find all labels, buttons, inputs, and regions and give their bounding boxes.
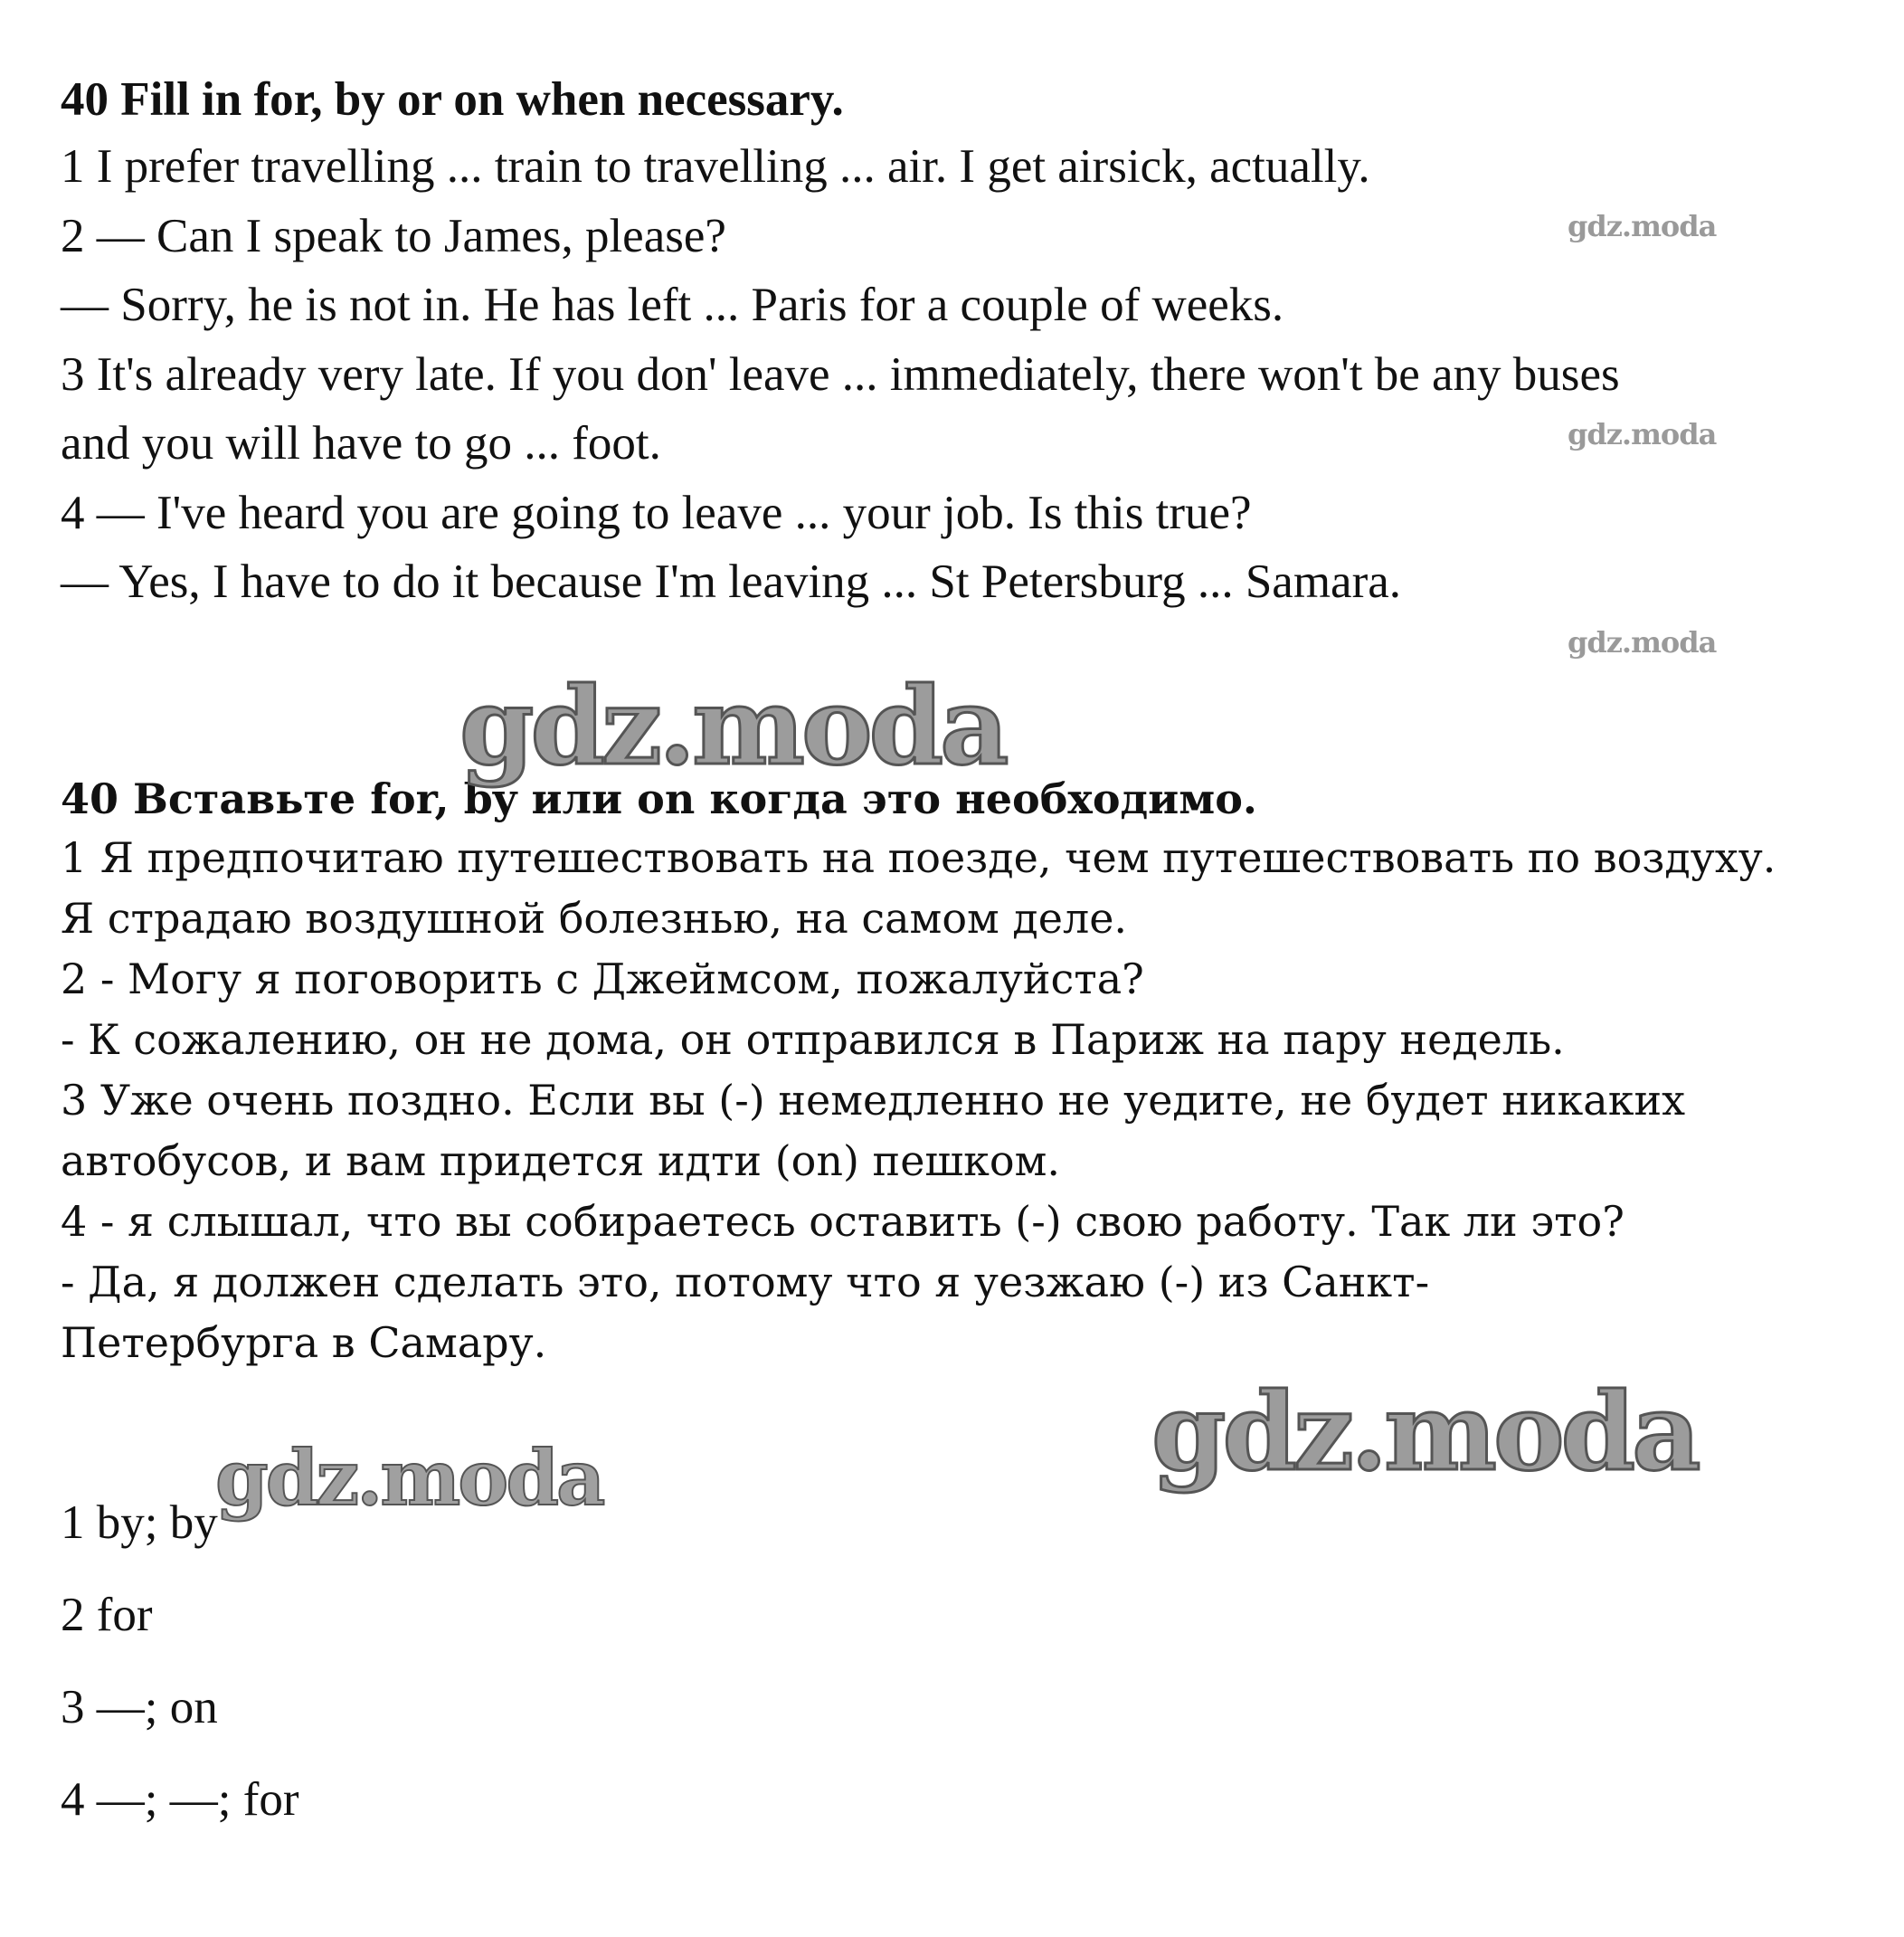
watermark: gdz.moda	[215, 1433, 603, 1523]
answer-line: 2 for	[61, 1589, 153, 1641]
exercise-line-ru: - Да, я должен сделать это, потому что я уезжаю (-) из Санкт-	[61, 1258, 1430, 1306]
exercise-line-ru: Я страдаю воздушной болезнью, на самом деле.	[61, 894, 1128, 943]
exercise-line-en: — Yes, I have to do it because I'm leaving ... St Petersburg ... Samara.	[61, 555, 1402, 608]
exercise-line-en: 2 — Can I speak to James, please?	[61, 210, 726, 262]
answer-line: 3 —; on	[61, 1681, 218, 1733]
watermark: gdz.moda	[1568, 417, 1717, 451]
exercise-line-en: 3 It's already very late. If you don' leave ... immediately, there won't be any buses	[61, 348, 1620, 401]
answer-line: 1 by; by	[61, 1496, 218, 1549]
exercise-line-ru: - К сожалению, он не дома, он отправился в Париж на пару недель.	[61, 1015, 1565, 1064]
exercise-line-ru: автобусов, и вам придется идти (on) пешком.	[61, 1136, 1061, 1185]
watermark: gdz.moda	[1568, 625, 1717, 660]
exercise-heading-en: 40 Fill in for, by or on when necessary.	[61, 73, 844, 126]
watermark: gdz.moda	[459, 663, 1006, 789]
exercise-line-ru: Петербурга в Самару.	[61, 1318, 547, 1367]
exercise-line-en: 4 — I've heard you are going to leave ... your job. Is this true?	[61, 487, 1252, 539]
watermark: gdz.moda	[1568, 209, 1717, 243]
watermark: gdz.moda	[1151, 1369, 1698, 1495]
answer-line: 4 —; —; for	[61, 1773, 299, 1826]
exercise-line-ru: 4 - я слышал, что вы собираетесь оставить (-) свою работу. Так ли это?	[61, 1197, 1625, 1246]
exercise-line-ru: 2 - Могу я поговорить с Джеймсом, пожалуйста?	[61, 954, 1144, 1003]
exercise-line-en: and you will have to go ... foot.	[61, 417, 661, 470]
exercise-line-en: — Sorry, he is not in. He has left ... Paris for a couple of weeks.	[61, 279, 1284, 331]
exercise-line-en: 1 I prefer travelling ... train to travelling ... air. I get airsick, actually.	[61, 140, 1370, 193]
exercise-line-ru: 3 Уже очень поздно. Если вы (-) немедленно не уедите, не будет никаких	[61, 1076, 1686, 1125]
exercise-line-ru: 1 Я предпочитаю путешествовать на поезде, чем путешествовать по воздуху.	[61, 833, 1776, 882]
exercise-heading-ru: 40 Вставьте for, by или on когда это необходимо.	[61, 774, 1257, 823]
